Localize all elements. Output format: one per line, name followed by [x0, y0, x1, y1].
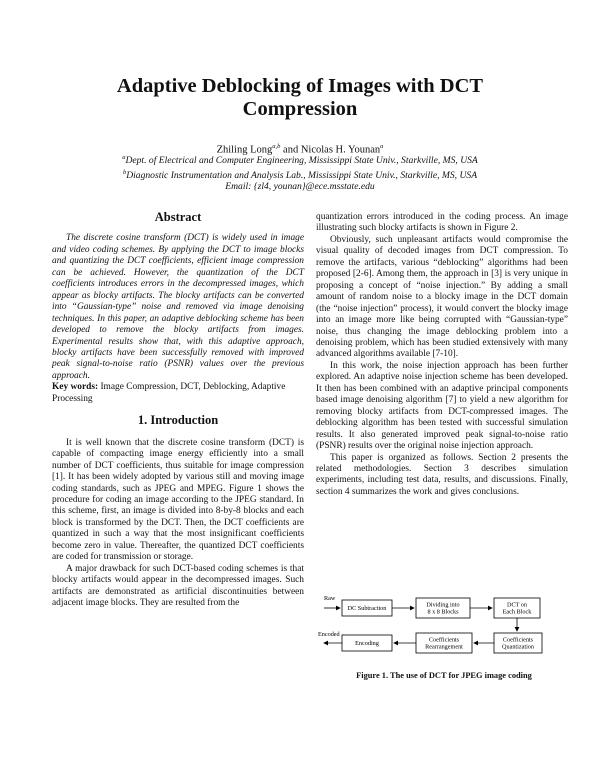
figure-1-diagram [318, 593, 574, 659]
output-label: Encoded [318, 631, 340, 638]
author-1-superscript: a,b [272, 143, 281, 150]
figure-1-caption: Figure 1. The use of DCT for JPEG image coding [356, 671, 532, 680]
author-1: Zhiling Long [216, 144, 273, 156]
keywords-text: Image Compression, DCT, Deblocking, Adaptive Processing [52, 382, 286, 404]
input-label: Raw [324, 595, 336, 602]
author-2: Nicolas H. Younan [300, 144, 381, 156]
right-column [316, 212, 568, 498]
box-label-dividing-2: 8 x 8 Blocks [427, 608, 459, 616]
affiliation-a: $^a$Dept. of Electrical and Computer Engineering, Mississippi State Univ., Starkville, MS, USA [122, 154, 478, 167]
box-label-encoding: Encoding [355, 640, 379, 647]
body-paragraph: quantization errors introduced in the coding process. An image illustrating such blocky artifacts is shown in Figure 2. [316, 212, 568, 234]
affiliation-b: $^b$Diagnostic Instrumentation and Analysis Lab., Mississippi State Univ., Starkville, MS, USA [122, 168, 478, 181]
box-label-dct-1: DCT on [507, 601, 527, 609]
box-label-quant-1: Coefficients [502, 636, 534, 644]
author-email: Email: {zl4, younan}@ece.msstate.edu [225, 181, 375, 193]
abstract-text: The discrete cosine transform (DCT) is widely used in image and video coding schemes. By applying the DCT to image blocks and quantizing the DCT coefficients, efficient image compression can be achieved. However, the quantization of the DCT coefficients introduces errors in the decompressed images, which appear as blocky artifacts. The blocky artifacts can be converted into “Gaussian-type” noise and removed via image denoising techniques. In this paper, an adaptive deblocking scheme has been developed to remove the blocky artifacts from images. Experimental results show that, with this adaptive approach, blocky artifacts have been successfully removed with improved peak signal-to-noise ratio (PSNR) values over the previous approach. [52, 233, 304, 381]
author-and: and [280, 144, 301, 156]
intro-paragraph: A major drawback for such DCT-based coding schemes is that blocky artifacts would appear in the decompressed images. Such artifacts are demonstrated as artificial discontinuities between adjacent image blocks. They are resulted from the [52, 563, 304, 609]
author-2-superscript: a [380, 143, 384, 150]
box-label-dividing-1: Dividing into [426, 601, 460, 609]
affiliations [60, 152, 540, 193]
keywords-label: Key words: [52, 382, 99, 393]
box-label-rearr-2: Rearrangement [425, 643, 463, 651]
left-column [52, 212, 304, 610]
paper-title: Adaptive Deblocking of Images with DCT Compression [116, 75, 484, 120]
body-paragraph: This paper is organized as follows. Section 2 presents the related methodologies. Section 3 describes simulation experiments, including test data, results, and discussions. Finally, section 4 summarizes the work and gives conclusions. [316, 452, 568, 497]
box-label-dct-2: Each Block [502, 608, 532, 616]
box-label-rearr-1: Coefficients [428, 636, 460, 644]
keywords [52, 382, 304, 405]
abstract-section [52, 233, 304, 382]
box-label-quant-2: Quantization [502, 643, 534, 651]
box-label-dc-subtraction: DC Subtraction [347, 605, 387, 612]
section-heading-introduction: 1. Introduction [137, 413, 219, 428]
body-paragraph: In this work, the noise injection approach has been further explored. An adaptive noise injection scheme has been developed. It then has been combined with an adaptive principal components based image denoising algorithm [7] to yield a new algorithm for removing blocky artifacts from DCT-compressed images. The deblocking algorithm has been tested with successful simulation results. It also generated improved peak signal-to-noise ratio (PSNR) results over the original noise injection approach. [316, 360, 568, 452]
abstract-heading: Abstract [154, 210, 202, 224]
intro-paragraph: It is well known that the discrete cosine transform (DCT) is capable of compacting image energy efficiently into a small number of DCT coefficients, thus suitable for image compression [1]. It has been widely adopted by various still and moving image coding standards, such as JPEG and MPEG. Figure 1 shows the procedure for coding an image according to the JPEG standard. In this scheme, first, an image is divided into 8-by-8 blocks and each block is transformed by the DCT. Then, the DCT coefficients are quantized in such a way that the most insignificant coefficients become zero in value. Thereafter, the quantized DCT coefficients are coded for transmission or storage. [52, 437, 304, 563]
body-paragraph: Obviously, such unpleasant artifacts would compromise the visual quality of decoded images from DCT compression. To remove the artifacts, various “deblocking” algorithms had been proposed [2-6]. Among them, the approach in [3] is very unique in proposing a concept of “noise injection.” By adding a small amount of random noise to a blocky image in the DCT domain (the “noise injection” process), it would convert the blocky image into an image more like being corrupted with “Gaussian-type” noise, thus changing the image deblocking problem into a denoising problem, which has been studied extensively with many advanced algorithms available [7-10]. [316, 234, 568, 360]
